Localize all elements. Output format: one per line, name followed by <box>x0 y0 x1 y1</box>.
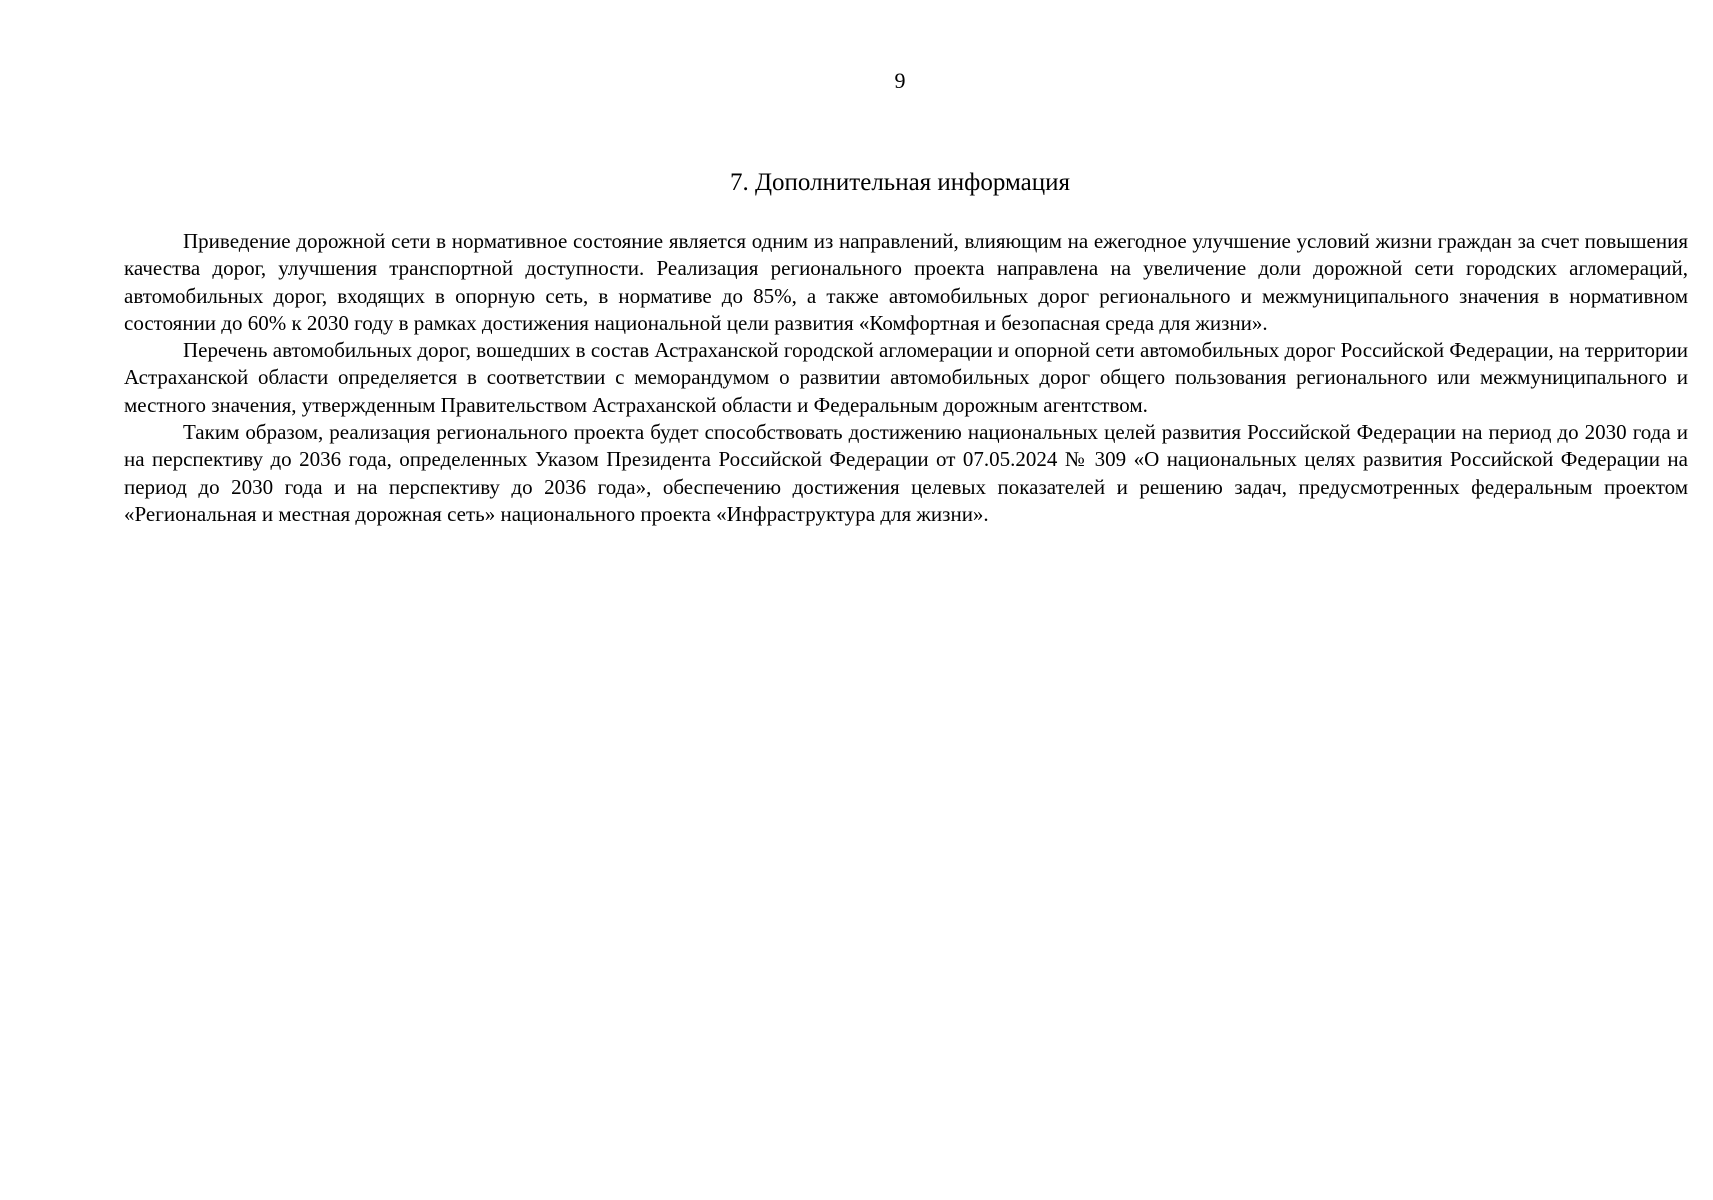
paragraph-national-goals: Таким образом, реализация регионального проекта будет способствовать достижению национальных целей развития Российской Федерации на период до 2030 года и на перспективу до 2036 года, определенных Указом Президента Российской Федерации от 07.05.2024 № 309 «О национальных целях развития Российской Федерации на период до 2030 года и на перспективу до 2036 года», обеспечению достижения целевых показателей и решению задач, предусмотренных федеральным проектом «Региональная и местная дорожная сеть» национального проекта «Инфраструктура для жизни». <box>124 420 1688 526</box>
page-number: 9 <box>894 68 906 93</box>
paragraph-road-list: Перечень автомобильных дорог, вошедших в состав Астраханской городской агломерации и опорной сети автомобильных дорог Российской Федерации, на территории Астраханской области определяется в соответствии с меморандумом о развитии автомобильных дорог общего пользования регионального или межмуниципального и местного значения, утвержденным Правительством Астраханской области и Федеральным дорожным агентством. <box>124 338 1688 417</box>
section-title: 7. Дополнительная информация <box>729 169 1071 196</box>
body-text <box>124 228 1688 528</box>
paragraph-road-network: Приведение дорожной сети в нормативное состояние является одним из направлений, влияющим на ежегодное улучшение условий жизни граждан за счет повышения качества дорог, улучшения транспортной доступности. Реализация регионального проекта направлена на увеличение доли дорожной сети городских агломераций, автомобильных дорог, входящих в опорную сеть, в нормативе до 85%, а также автомобильных дорог регионального и межмуниципального значения в нормативном состоянии до 60% к 2030 году в рамках достижения национальной цели развития «Комфортная и безопасная среда для жизни». <box>124 229 1688 335</box>
